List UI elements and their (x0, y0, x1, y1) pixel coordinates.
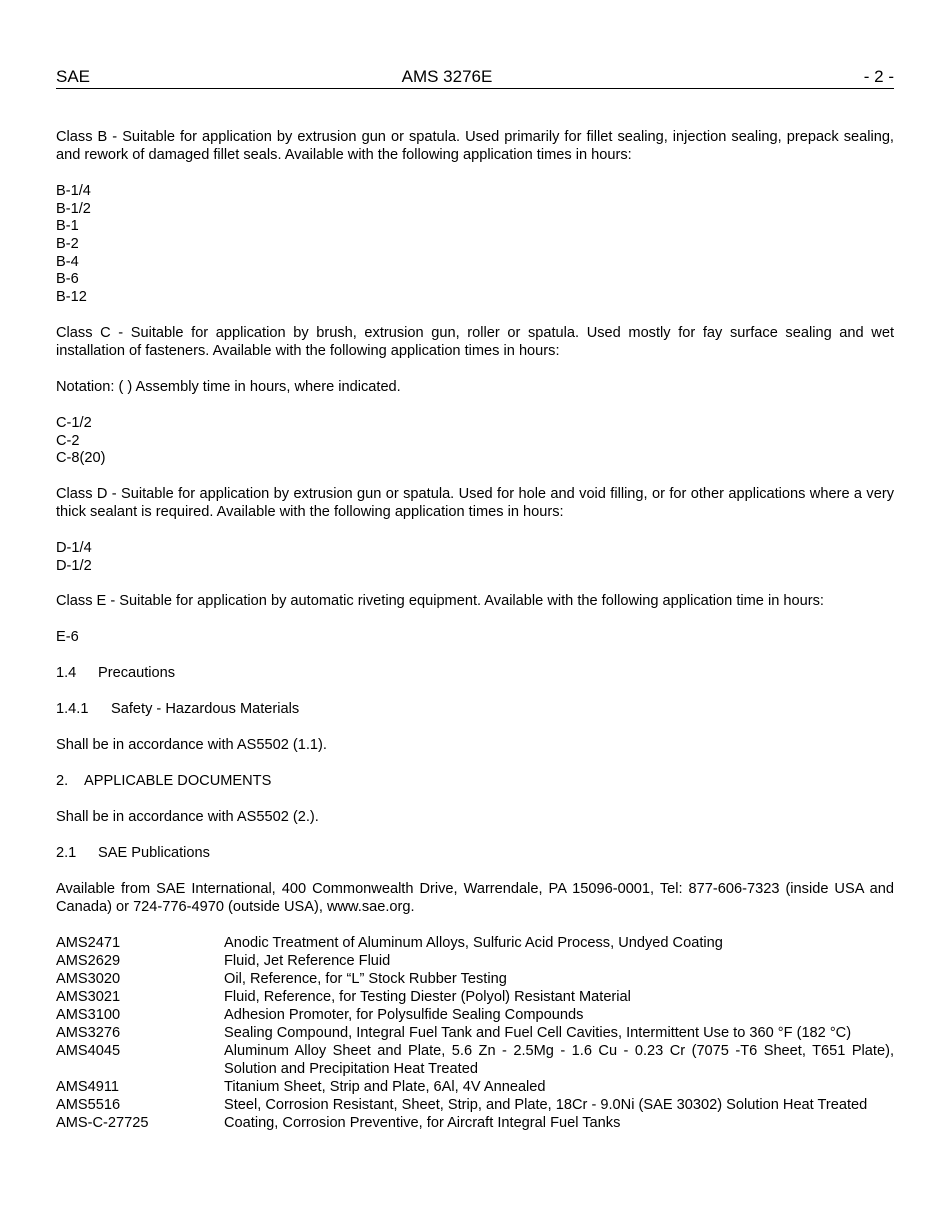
reference-title: Fluid, Reference, for Testing Diester (Polyol) Resistant Material (224, 988, 631, 1005)
list-item: E-6 (56, 629, 79, 646)
class-c-list (56, 414, 894, 467)
list-item: C-8(20) (56, 450, 106, 467)
class-e-paragraph: Class E - Suitable for application by automatic riveting equipment. Available with the following application time in hours: (56, 593, 824, 610)
header-org: SAE (56, 67, 91, 86)
reference-title: Aluminum Alloy Sheet and Plate, 5.6 Zn - 2.5Mg - 1.6 Cu - 0.23 Cr (7075 -T6 Sheet, T651 Plate), Solution and Precipitation Heat Treated (224, 1042, 894, 1077)
reference-row (56, 1024, 894, 1042)
list-item: C-1/2 (56, 414, 92, 431)
reference-title: Adhesion Promoter, for Polysulfide Sealing Compounds (224, 1006, 584, 1023)
reference-row (56, 1006, 894, 1024)
class-b-list (56, 182, 894, 306)
reference-code: AMS3100 (56, 1006, 121, 1023)
section-title: SAE Publications (98, 844, 210, 861)
page-header (56, 66, 894, 89)
section-title: Safety - Hazardous Materials (111, 700, 300, 717)
reference-row (56, 1114, 894, 1132)
document-body (56, 128, 894, 1132)
header-page-number: - 2 - (863, 67, 894, 86)
class-c-paragraph: Class C - Suitable for application by brush, extrusion gun, roller or spatula. Used mostly for fay surface sealing and wet installation of fasteners. Available with the following application times in hours: (56, 324, 894, 359)
section-heading-1-4 (56, 664, 894, 682)
list-item: B-2 (56, 236, 79, 253)
reference-title: Steel, Corrosion Resistant, Sheet, Strip, and Plate, 18Cr - 9.0Ni (SAE 30302) Solution Heat Treated (224, 1096, 868, 1113)
section-title: APPLICABLE DOCUMENTS (84, 772, 272, 789)
reference-title: Anodic Treatment of Aluminum Alloys, Sulfuric Acid Process, Undyed Coating (224, 934, 723, 951)
reference-row (56, 970, 894, 988)
reference-code: AMS4045 (56, 1042, 121, 1059)
section-number: 2. (56, 772, 69, 789)
reference-title: Oil, Reference, for “L” Stock Rubber Testing (224, 970, 507, 987)
reference-code: AMS2629 (56, 952, 121, 969)
class-c-notation: Notation: ( ) Assembly time in hours, where indicated. (56, 378, 401, 395)
class-e-list (56, 628, 894, 646)
section-title: Precautions (98, 664, 176, 681)
reference-code: AMS2471 (56, 934, 121, 951)
list-item: B-6 (56, 271, 79, 288)
section-heading-2 (56, 772, 894, 790)
reference-list (56, 934, 894, 1132)
list-item: D-1/4 (56, 539, 92, 556)
header-doc-id: AMS 3276E (401, 67, 493, 86)
section-heading-2-1 (56, 844, 894, 862)
reference-row (56, 988, 894, 1006)
reference-code: AMS3276 (56, 1024, 121, 1041)
reference-title: Titanium Sheet, Strip and Plate, 6Al, 4V Annealed (224, 1078, 546, 1095)
reference-row (56, 1096, 894, 1114)
reference-code: AMS3021 (56, 988, 121, 1005)
reference-code: AMS-C-27725 (56, 1114, 149, 1131)
reference-title: Sealing Compound, Integral Fuel Tank and Fuel Cell Cavities, Intermittent Use to 360 °F (182 °C) (224, 1024, 852, 1041)
list-item: B-1/2 (56, 200, 91, 217)
list-item: C-2 (56, 432, 80, 449)
list-item: B-12 (56, 289, 87, 306)
section-number: 1.4 (56, 664, 77, 681)
list-item: B-4 (56, 253, 79, 270)
reference-title: Coating, Corrosion Preventive, for Aircraft Integral Fuel Tanks (224, 1114, 621, 1131)
reference-title: Fluid, Jet Reference Fluid (224, 952, 391, 969)
section-number: 1.4.1 (56, 700, 89, 717)
reference-code: AMS3020 (56, 970, 121, 987)
reference-row (56, 934, 894, 952)
section-1-4-1-text: Shall be in accordance with AS5502 (1.1). (56, 736, 327, 753)
list-item: B-1/4 (56, 183, 91, 199)
reference-code: AMS5516 (56, 1096, 121, 1113)
section-2-text: Shall be in accordance with AS5502 (2.). (56, 808, 319, 825)
section-2-1-text: Available from SAE International, 400 Commonwealth Drive, Warrendale, PA 15096-0001, Tel: 877-606-7323 (inside USA and Canada) or 724-776-4970 (outside USA), www.sae.org. (56, 880, 894, 915)
reference-row (56, 1042, 894, 1078)
list-item: D-1/2 (56, 557, 92, 574)
class-d-list (56, 539, 894, 574)
section-heading-1-4-1 (56, 700, 894, 718)
class-d-paragraph: Class D - Suitable for application by extrusion gun or spatula. Used for hole and void filling, or for other applications where a very thick sealant is required. Available with the following application times in hours: (56, 485, 894, 520)
reference-code: AMS4911 (56, 1078, 120, 1095)
reference-row (56, 952, 894, 970)
section-number: 2.1 (56, 844, 77, 861)
class-b-paragraph: Class B - Suitable for application by extrusion gun or spatula. Used primarily for fillet sealing, injection sealing, prepack sealing, and rework of damaged fillet seals. Available with the following application times in hours: (56, 129, 894, 163)
list-item: B-1 (56, 218, 79, 235)
reference-row (56, 1078, 894, 1096)
